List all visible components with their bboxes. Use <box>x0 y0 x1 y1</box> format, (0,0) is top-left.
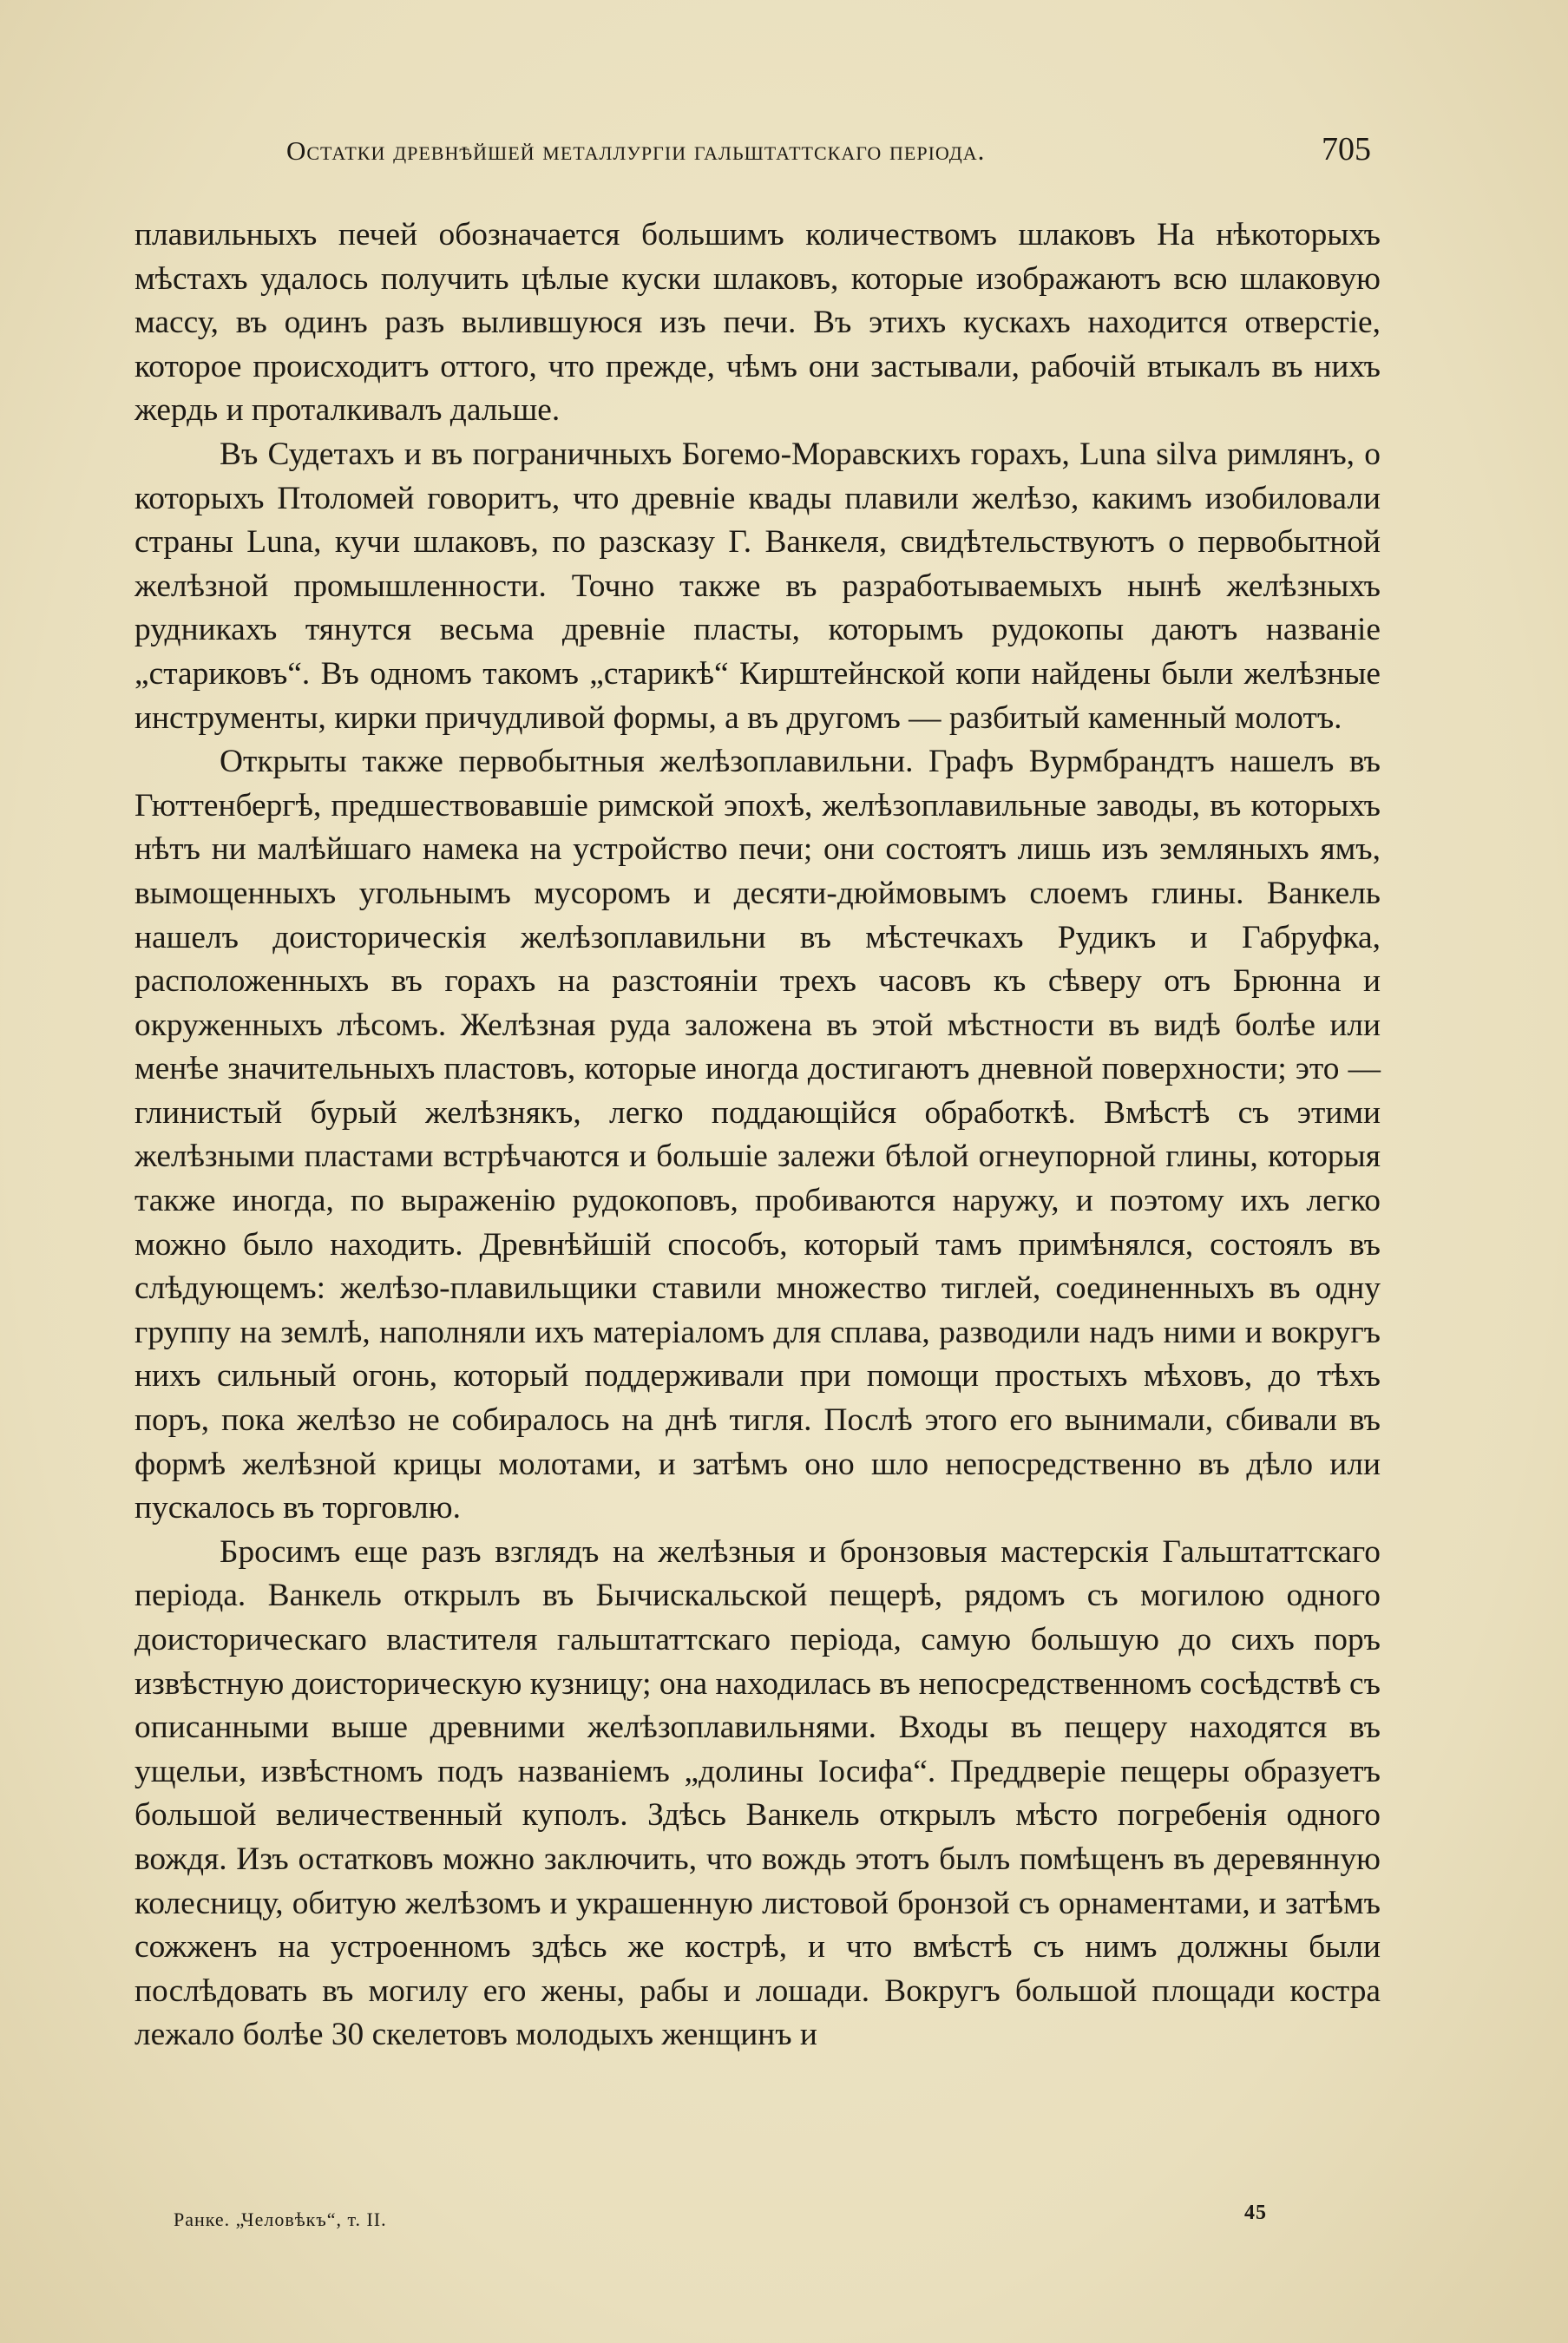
paragraph: Въ Судетахъ и въ пограничныхъ Богемо-Моравскихъ горахъ, Luna silva римлянъ, о которыхъ Птоломей говоритъ, что древніе квады плавили желѣзо, какимъ изобиловали страны Luna, кучи шлаковъ, по разсказу Г. Ванкеля, свидѣтельствуютъ о первобытной желѣзной промышленности. Точно также въ разработываемыхъ нынѣ желѣзныхъ рудникахъ тянутся весьма древніе пласты, которымъ рудокопы даютъ названіе „стариковъ“. Въ одномъ такомъ „старикѣ“ Кирштейнской копи найдены были желѣзные инструменты, кирки причудливой формы, а въ другомъ — разбитый каменный молотъ. <box>134 436 1381 736</box>
signature-mark: 45 <box>1244 2202 1267 2224</box>
running-title: Остатки древнѣйшей металлургіи гальштаттскаго періода. <box>286 135 986 166</box>
paragraph: Бросимъ еще разъ взглядъ на желѣзныя и бронзовыя мастерскія Гальштаттскаго періода. Ванкель открылъ въ Бычискальской пещерѣ, рядомъ съ могилою одного доисторическаго властителя гальштаттскаго періода, самую большую до сихъ поръ извѣстную доисторическую кузницу; она находилась въ непосредственномъ сосѣдствѣ съ описанными выше древними желѣзоплавильнями. Входы въ пещеру находятся въ ущельи, извѣстномъ подъ названіемъ „долины Іосифа“. Преддверіе пещеры образуетъ большой величественный куполъ. Здѣсь Ванкель открылъ мѣсто погребенія одного вождя. Изъ остатковъ можно заключить, что вождь этотъ былъ помѣщенъ въ деревянную колесницу, обитую желѣзомъ и украшенную листовой бронзой съ орнаментами, и затѣмъ сожженъ на устроенномъ здѣсь же кострѣ, и что вмѣстѣ съ нимъ должны были послѣдовать въ могилу его жены, рабы и лошади. Вокругъ большой площади костра лежало болѣе 30 скелетовъ молодыхъ женщинъ и <box>134 1533 1381 2053</box>
paragraph: Открыты также первобытныя желѣзоплавильни. Графъ Вурмбрандтъ нашелъ въ Гюттенбергѣ, предшествовавшіе римской эпохѣ, желѣзоплавильные заводы, въ которыхъ нѣтъ ни малѣйшаго намека на устройство печи; они состоятъ лишь изъ земляныхъ ямъ, вымощенныхъ угольнымъ мусоромъ и десяти-дюймовымъ слоемъ глины. Ванкель нашелъ доисторическія желѣзоплавильни въ мѣстечкахъ Рудикъ и Габруфка, расположенныхъ въ горахъ на разстояніи трехъ часовъ къ сѣверу отъ Брюнна и окруженныхъ лѣсомъ. Желѣзная руда заложена въ этой мѣстности въ видѣ болѣе или менѣе значительныхъ пластовъ, которые иногда достигаютъ дневной поверхности; это — глинистый бурый желѣзнякъ, легко поддающійся обработкѣ. Вмѣстѣ съ этими желѣзными пластами встрѣчаются и большіе залежи бѣлой огнеупорной глины, которыя также иногда, по выраженію рудокоповъ, пробиваются наружу, и поэтому ихъ легко можно было находить. Древнѣйшій способъ, который тамъ примѣнялся, состоялъ въ слѣдующемъ: желѣзо-плавильщики ставили множество тиглей, соединенныхъ въ одну группу на землѣ, наполняли ихъ матеріаломъ для сплава, разводили надъ ними и вокругъ нихъ сильный огонь, который поддерживали при помощи простыхъ мѣховъ, до тѣхъ поръ, пока желѣзо не собиралось на днѣ тигля. Послѣ этого его вынимали, сбивали въ формѣ желѣзной крицы молотами, и затѣмъ оно шло непосредственно въ дѣло или пускалось въ торговлю. <box>134 744 1381 1526</box>
page-footer <box>174 2202 1267 2243</box>
page-header <box>286 130 1371 182</box>
page-number: 705 <box>1322 131 1371 167</box>
paragraph: плавильныхъ печей обозначается большимъ количествомъ шлаковъ На нѣкоторыхъ мѣстахъ удалось получить цѣлые куски шлаковъ, которые изображаютъ всю шлаковую массу, въ одинъ разъ вылившуюся изъ печи. Въ этихъ кускахъ находится отверстіе, которое происходитъ оттого, что прежде, чѣмъ они застывали, рабочій втыкалъ въ нихъ жердь и проталкивалъ дальше. <box>134 217 1381 429</box>
body-text <box>134 213 1381 2058</box>
footer-source: Ранке. „Человѣкъ“, т. II. <box>174 2208 387 2230</box>
